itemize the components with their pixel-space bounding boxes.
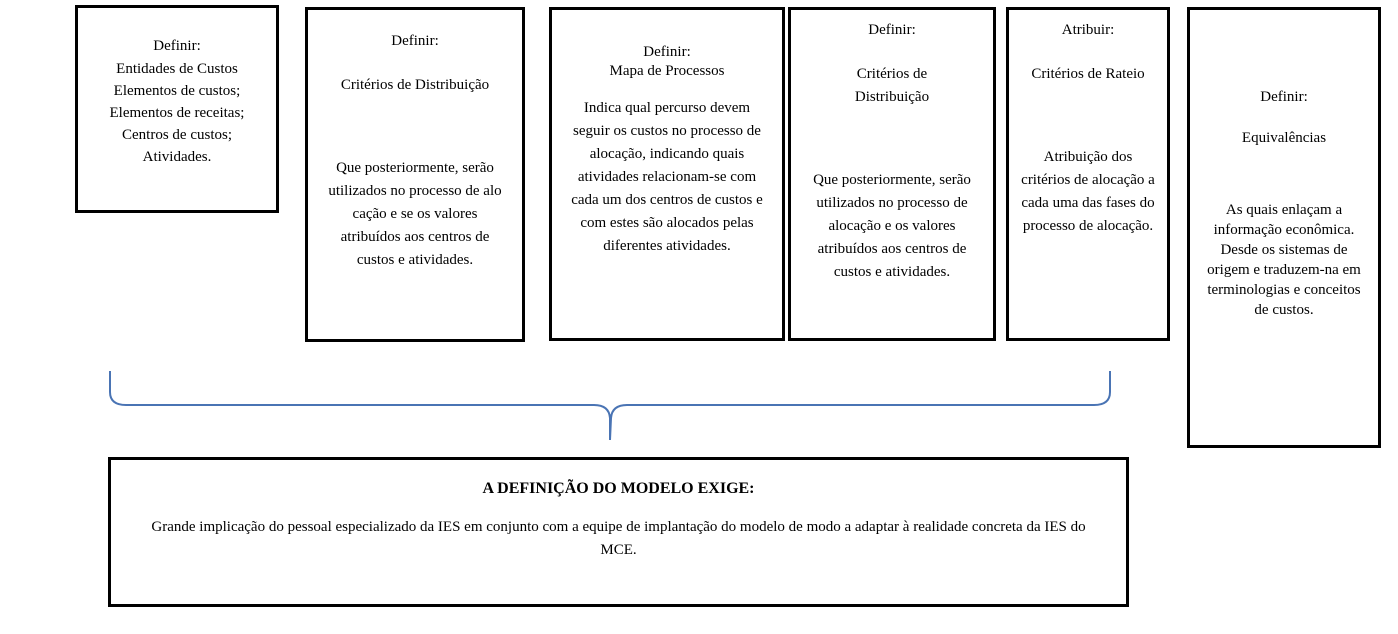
- box-description: As quais enlaçam a informação econômica. Desde os sistemas de origem e traduzem-na em terminologias e conceitos de custos.: [1207, 202, 1361, 318]
- model-requirement-heading: A DEFINIÇÃO DO MODELO EXIGE:: [482, 480, 755, 497]
- box-title: Definir:: [643, 44, 691, 60]
- box-description: Indica qual percurso devem seguir os custos no processo de alocação, indicando quais atividades relacionam-se com cada um dos centros de custos e com estes são alocados pelas diferentes atividades.: [571, 100, 763, 254]
- model-requirement-description: Grande implicação do pessoal especializado da IES em conjunto com a equipe de implantação do modelo de modo a adaptar à realidade concreta da IES do MCE.: [151, 519, 1086, 558]
- box-title: Definir:: [868, 22, 916, 38]
- box-subtitle: Critérios de Rateio: [1031, 66, 1145, 82]
- list-item: Elementos de receitas;: [109, 105, 245, 121]
- box-description: Que posteriormente, serão utilizados no processo de alo cação e se os valores atribuídos aos centros de custos e atividades.: [328, 160, 502, 268]
- box-title: Atribuir:: [1061, 22, 1115, 38]
- list-item: Atividades.: [142, 149, 212, 165]
- list-item: Centros de custos;: [122, 127, 232, 143]
- list-item: Entidades de Custos: [116, 61, 238, 77]
- model-requirement-box: [108, 457, 1129, 607]
- list-item: Elementos de custos;: [113, 83, 241, 99]
- box-description: Que posteriormente, serão utilizados no processo de alocação e os valores atribuídos aos centros de custos e atividades.: [813, 172, 971, 280]
- box-title: Definir:: [391, 33, 439, 49]
- box-subtitle: Critérios de Distribuição: [340, 77, 490, 93]
- box-subtitle: Mapa de Processos: [609, 63, 725, 79]
- curly-brace-path: [110, 371, 1110, 440]
- box-title: Definir:: [1260, 89, 1308, 105]
- box-title: Definir:: [153, 38, 201, 54]
- box-subtitle: Critérios de Distribuição: [854, 66, 930, 105]
- box-subtitle: Equivalências: [1241, 130, 1327, 146]
- box-description: Atribuição dos critérios de alocação a cada uma das fases do processo de alocação.: [1021, 149, 1155, 234]
